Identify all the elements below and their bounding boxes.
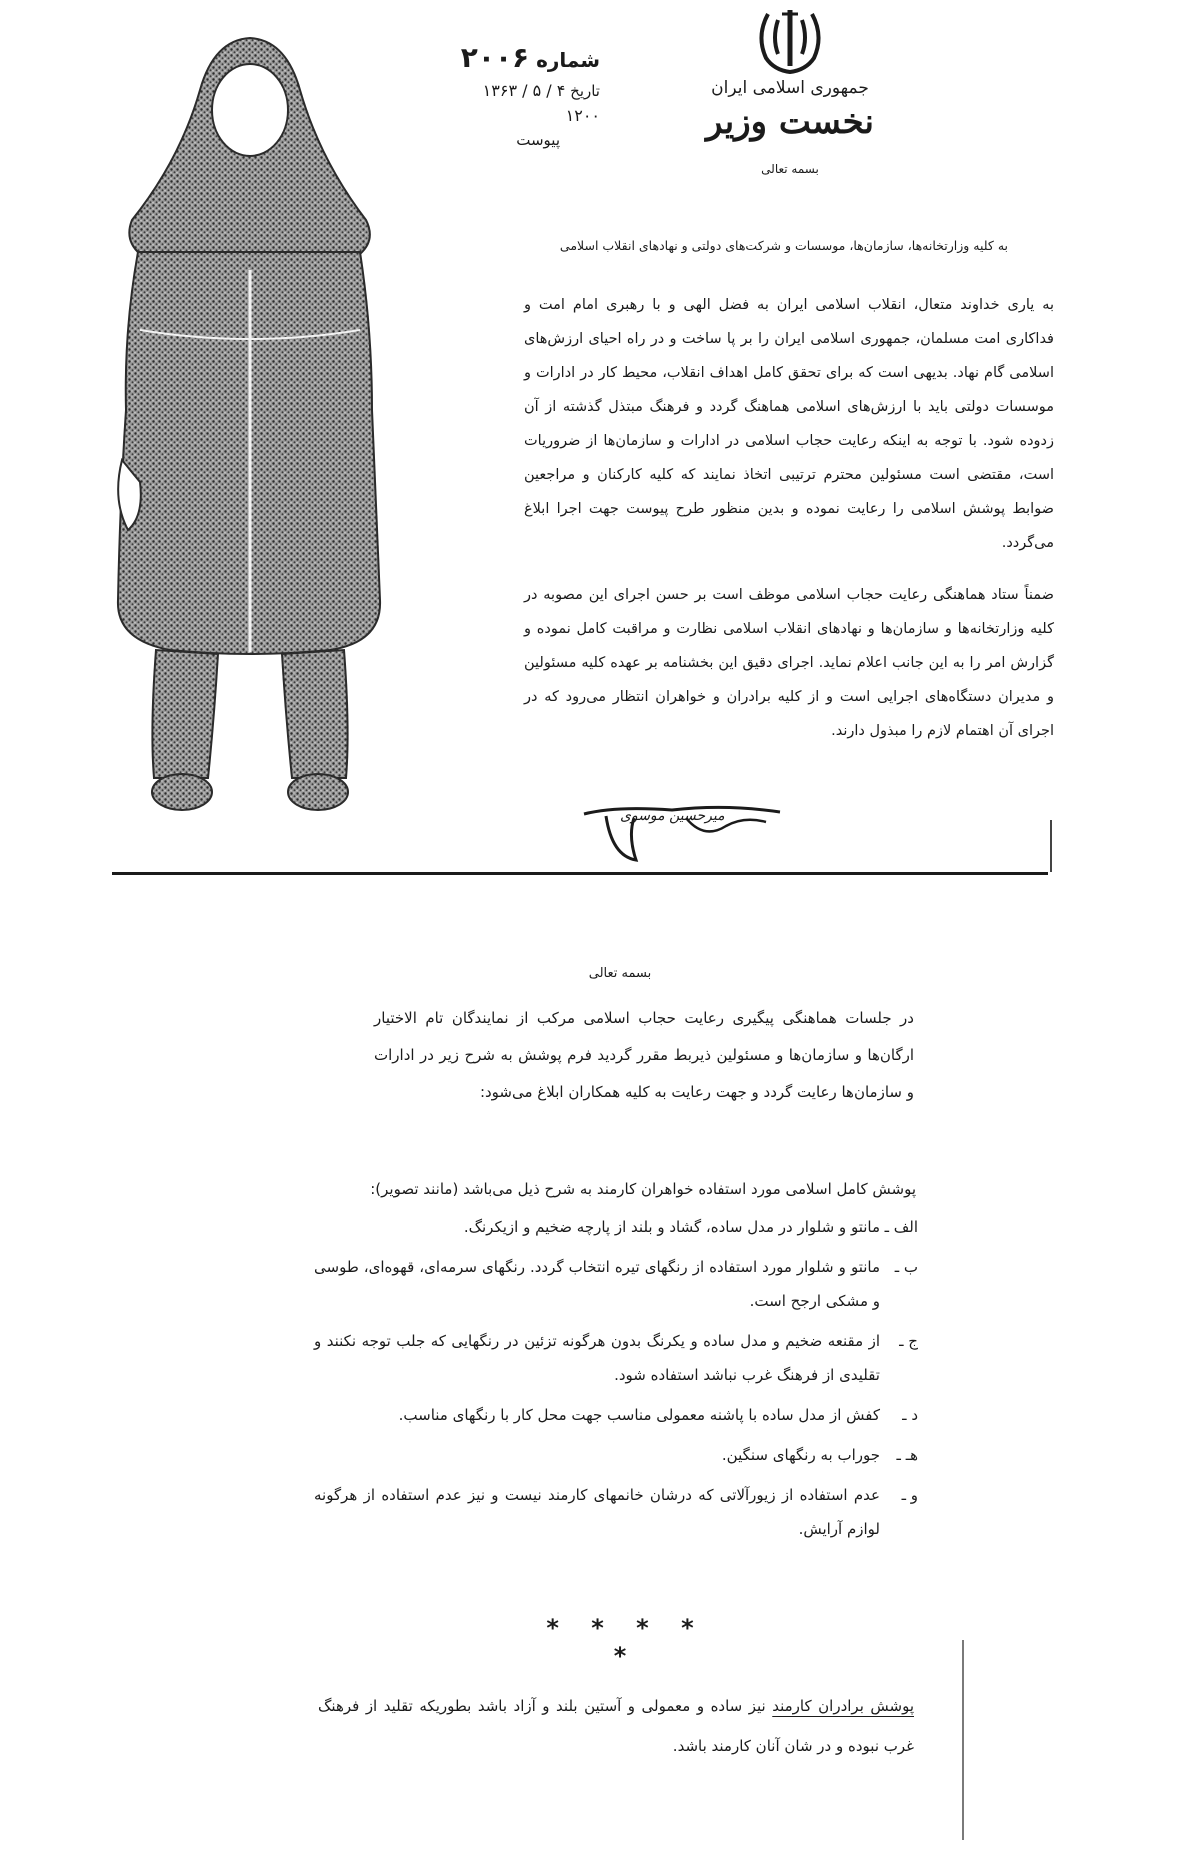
memo-final-text: نیز ساده و معمولی و آستین بلند و آزاد باشد بطوریکه تقلید از فرهنگ غرب نبوده و در شان آنان کارمند باشد. [318, 1697, 914, 1755]
rule-item [314, 1250, 918, 1318]
emblem-icon [748, 6, 832, 80]
letter-paragraph: به یاری خداوند متعال، انقلاب اسلامی ایران به فضل الهی و با رهبری امام امت و فداکاری امت مسلمان، جمهوری اسلامی ایران را بر پا ساخت و در راه احیای ارزش‌های اسلامی گام نهاد. بدیهی است که برای تحقق کامل اهداف انقلاب، محیط کار در ادارات و موسسات دولتی باید با ارزش‌های اسلامی هماهنگ گردد و فرهنگ مبتذل گذشته از آن زدوده شود. با توجه به اینکه رعایت حجاب اسلامی در ادارات و سازمان‌ها از ضروریات است، مقتضی است مسئولین محترم ترتیبی اتخاذ نمایند که کلیه کارکنان و مراجعین ضوابط پوشش اسلامی را رعایت نموده و بدین منظور طرح پیوست جهت اجرا ابلاغ می‌گردد. [524, 297, 1054, 551]
rule-marker: ج ـ [899, 1332, 918, 1350]
reference-number-label: شماره [536, 48, 600, 72]
reference-date: ۴ / ۵ / ۱۳۶۳ [482, 81, 566, 101]
rule-text: عدم استفاده از زیورآلاتی که درشان خانمهای کارمند نیست و نیز عدم استفاده از هرگونه لوازم آرایش. [314, 1486, 880, 1538]
rule-item [314, 1210, 918, 1244]
memo-final-underlined: پوشش برادران کارمند [772, 1697, 914, 1715]
letterhead-bismillah: بسمه تعالی [761, 162, 819, 176]
letter-subject: به کلیه وزارتخانه‌ها، سازمان‌ها، موسسات و شرکت‌های دولتی و نهادهای انقلاب اسلامی [560, 238, 1008, 253]
letter-paragraph: ضمناً ستاد هماهنگی رعایت حجاب اسلامی موظف است بر حسن اجرای این مصوبه در کلیه وزارتخانه‌ها و سازمان‌ها و نهادهای انقلاب اسلامی نظارت و مراقبت کامل نموده و گزارش امر را به این جانب اعلام نماید. اجرای دقیق این بخشنامه بر عهده کلیه مسئولین و مدیران دستگاه‌های اجرایی است و از کلیه برادران و خواهران انتظار می‌رود که در اجرای آن اهتمام لازم را مبذول دارند. [524, 587, 1054, 739]
dress-rules-list [314, 1210, 918, 1552]
rule-marker: د ـ [902, 1406, 918, 1424]
letterhead [690, 78, 890, 176]
rule-marker: الف ـ [884, 1218, 918, 1236]
rule-marker: و ـ [901, 1486, 918, 1504]
rule-text: کفش از مدل ساده با پاشنه معمولی مناسب جهت محل کار با رنگهای مناسب. [398, 1406, 880, 1424]
scan-edge-line [962, 1640, 964, 1840]
reference-date-line [400, 79, 600, 104]
reference-number: ۲۰۰۶ [460, 41, 530, 74]
rule-item [314, 1324, 918, 1392]
rule-text: از مقنعه ضخیم و مدل ساده و یکرنگ بدون هرگونه تزئین در رنگهایی که جلب توجه نکنند و تقلیدی از فرهنگ غرب نباشد استفاده شود. [314, 1332, 880, 1384]
scan-edge-line [1050, 820, 1052, 872]
reference-count: ۱۲۰۰ [565, 106, 600, 126]
hijab-figure-illustration [110, 30, 390, 830]
reference-block [400, 36, 600, 152]
memo-heading: بسمه تعالی [588, 966, 652, 981]
page-divider [112, 872, 1048, 875]
rule-item [314, 1398, 918, 1432]
rule-text: مانتو و شلوار مورد استفاده از رنگهای تیره انتخاب گردد. رنگهای سرمه‌ای، قهوه‌ای، طوسی و مشکی ارجح است. [314, 1258, 880, 1310]
rule-text: مانتو و شلوار در مدل ساده، گشاد و بلند از پارچه ضخیم و ازیکرنگ. [463, 1218, 880, 1236]
letterhead-office: نخست وزیر [705, 102, 875, 142]
signature [576, 796, 796, 868]
memo-final-paragraph [318, 1686, 914, 1766]
reference-date-label: تاریخ [570, 82, 600, 101]
reference-number-line [400, 36, 600, 79]
reference-attachment: پیوست [516, 130, 560, 149]
rule-item [314, 1438, 918, 1472]
rule-marker: هـ ـ [896, 1446, 918, 1464]
reference-count-line [400, 104, 600, 129]
letter-body [524, 288, 1054, 748]
rule-marker: ب ـ [894, 1258, 918, 1276]
rule-item [314, 1478, 918, 1546]
rules-lead: پوشش کامل اسلامی مورد استفاده خواهران کارمند به شرح ذیل می‌باشد (مانند تصویر): [370, 1180, 916, 1198]
memo-intro: در جلسات هماهنگی پیگیری رعایت حجاب اسلامی مرکب از نمایندگان تام الاختیار ارگان‌ها و سازمان‌ها و مسئولین ذیربط مقرر گردید فرم پوشش به شرح زیر در ادارات و سازمان‌ها رعایت گردد و جهت رعایت به کلیه همکاران ابلاغ می‌شود: [374, 1009, 914, 1101]
signature-name: میرحسین موسوی [620, 808, 725, 824]
rule-text: جوراب به رنگهای سنگین. [721, 1446, 880, 1464]
section-stars: * * * * * [546, 1614, 706, 1670]
letterhead-org: جمهوری اسلامی ایران [711, 78, 869, 98]
